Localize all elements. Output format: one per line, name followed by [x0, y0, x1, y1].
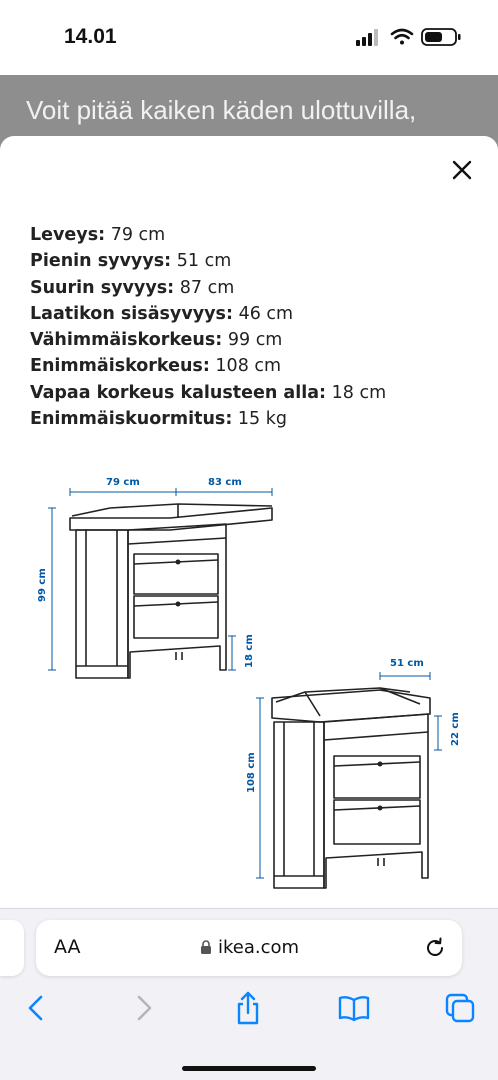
- dim-depth-label: 83 cm: [208, 477, 242, 488]
- spec-label: Vähimmäiskorkeus:: [30, 330, 223, 351]
- spec-value: 51 cm: [176, 251, 232, 272]
- address-bar[interactable]: [36, 920, 462, 976]
- changing-table-open-illustration: [70, 504, 272, 678]
- dimension-diagram: [0, 460, 498, 900]
- chevron-right-icon: [134, 994, 154, 1022]
- chevron-left-icon: [26, 994, 46, 1022]
- dim-width-label: 79 cm: [106, 477, 140, 488]
- reload-icon[interactable]: [422, 935, 448, 961]
- spec-value: 15 kg: [237, 409, 287, 430]
- close-button[interactable]: [444, 152, 480, 188]
- drawer-knob-icon: [176, 602, 181, 607]
- spec-max-height: [30, 353, 470, 379]
- background-page-text: Voit pitää kaiken käden ulottuvilla,: [26, 95, 417, 125]
- specs-list: [30, 222, 470, 432]
- url-text: ikea.com: [218, 937, 300, 958]
- forward-button[interactable]: [126, 990, 162, 1026]
- spec-clearance: [30, 380, 470, 406]
- spec-label: Enimmäiskorkeus:: [30, 356, 210, 377]
- share-icon: [234, 991, 262, 1025]
- book-icon: [337, 994, 371, 1022]
- close-icon: [452, 160, 472, 180]
- spec-width: [30, 222, 470, 248]
- tabs-button[interactable]: [442, 990, 478, 1026]
- dim-clearance-label: 18 cm: [244, 634, 255, 668]
- spec-max-depth: [30, 275, 470, 301]
- dim-rail-label: 22 cm: [450, 712, 461, 746]
- spec-value: 18 cm: [331, 382, 387, 403]
- spec-value: 79 cm: [110, 225, 166, 245]
- spec-min-height: [30, 327, 470, 353]
- changing-table-closed-illustration: [272, 688, 430, 888]
- dim-max-height-label: 108 cm: [246, 752, 257, 793]
- drawer-knob-icon: [176, 560, 181, 565]
- dim-min-depth-label: 51 cm: [390, 658, 424, 669]
- spec-value: 108 cm: [215, 356, 282, 377]
- spec-value: 87 cm: [179, 277, 235, 298]
- share-button[interactable]: [230, 990, 266, 1026]
- spec-label: Suurin syvyys:: [30, 277, 175, 298]
- spec-drawer-depth: [30, 301, 470, 327]
- status-icons: [356, 26, 466, 48]
- lock-icon: [200, 940, 212, 955]
- status-time: 14.01: [64, 25, 117, 48]
- previous-tab-preview[interactable]: [0, 920, 24, 976]
- spec-value: 99 cm: [227, 330, 283, 351]
- drawer-knob-icon: [378, 806, 383, 811]
- spec-value: 46 cm: [238, 303, 294, 324]
- drawer-knob-icon: [378, 762, 383, 767]
- tabs-icon: [444, 992, 476, 1024]
- spec-max-load: [30, 406, 470, 432]
- spec-label: Vapaa korkeus kalusteen alla:: [30, 382, 327, 403]
- spec-min-depth: [30, 248, 470, 274]
- spec-label: Enimmäiskuormitus:: [30, 409, 233, 430]
- spec-label: Laatikon sisäsyvyys:: [30, 303, 233, 324]
- cellular-signal-icon: [356, 29, 378, 46]
- wifi-icon: [392, 30, 412, 45]
- spec-label: Leveys:: [30, 225, 106, 245]
- dim-min-height-label: 99 cm: [37, 568, 48, 602]
- battery-icon: [422, 29, 461, 45]
- bookmarks-button[interactable]: [336, 990, 372, 1026]
- back-button[interactable]: [18, 990, 54, 1026]
- home-indicator: [182, 1066, 316, 1071]
- page-settings-button[interactable]: AA: [54, 936, 81, 958]
- spec-label: Pienin syvyys:: [30, 251, 172, 272]
- url-display[interactable]: [200, 937, 299, 958]
- status-bar: [0, 0, 498, 75]
